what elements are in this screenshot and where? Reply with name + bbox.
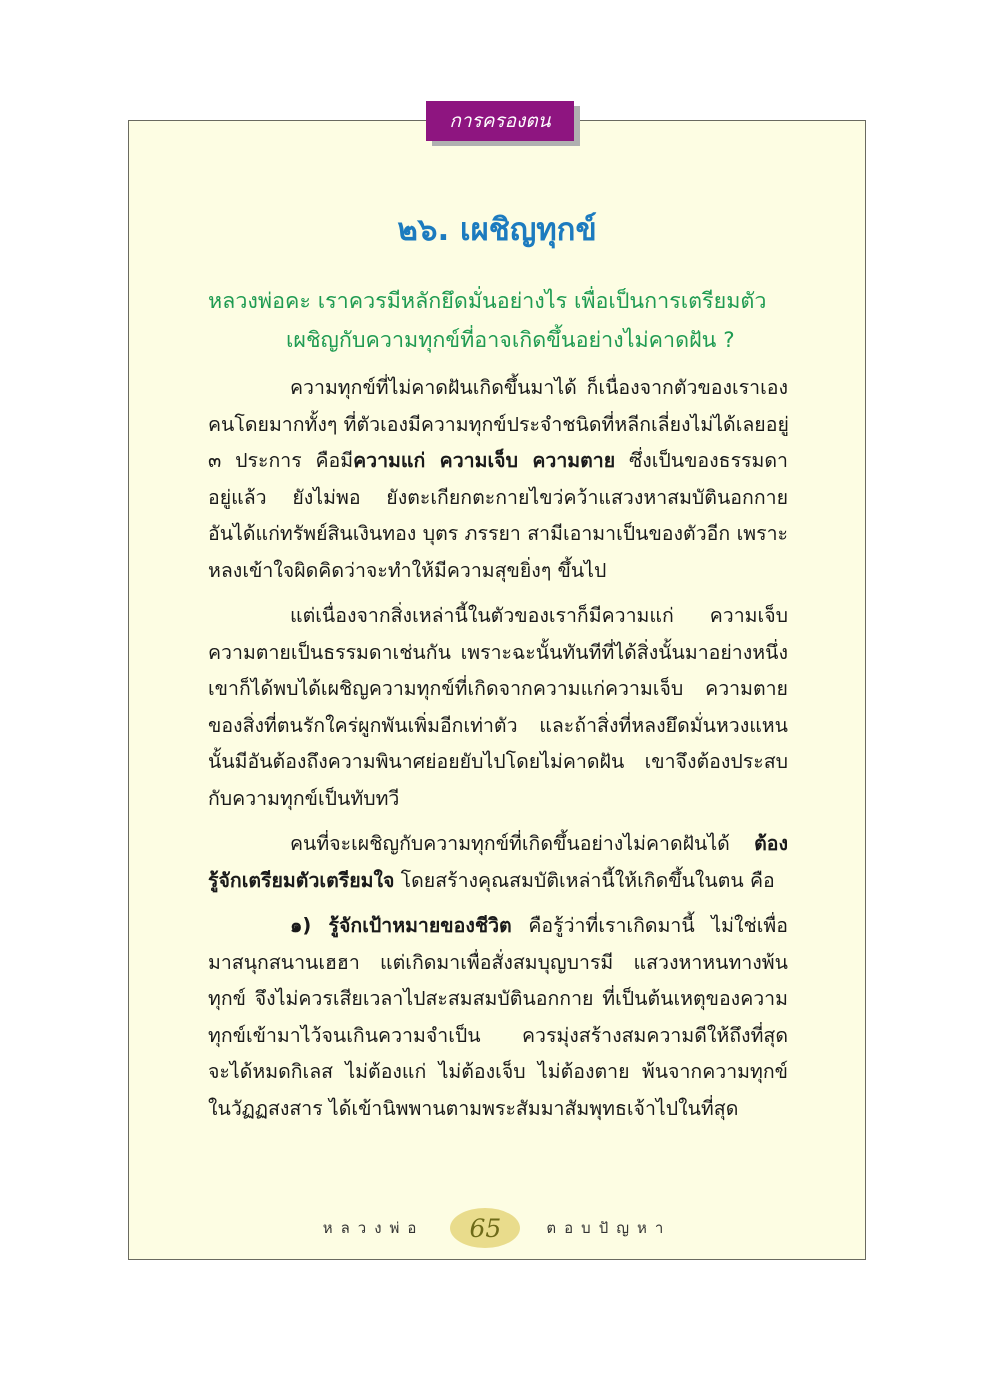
paragraph-line: คนโดยมากทั้งๆ ที่ตัวเองมีความทุกข์ประจำชนิดที่หลีกเลี่ยงไม่ได้เลยอยู่: [208, 412, 789, 436]
bold-text: ความแก่ ความเจ็บ ความตาย: [353, 449, 616, 472]
chapter-title: ๒๖. เผชิญทุกข์: [397, 212, 597, 248]
paragraph-3: [208, 826, 788, 899]
paragraph-line: มาสนุกสนานเฮฮา แต่เกิดมาเพื่อสั่งสมบุญบารมี แสวงหาหนทางพ้น: [208, 950, 788, 974]
bold-text: รู้จักเตรียมตัวเตรียมใจ: [208, 868, 395, 892]
page-number: 65: [450, 1208, 520, 1248]
paragraph-line: ในวัฏฏสงสาร ได้เข้านิพพานตามพระสัมมาสัมพุทธเจ้าไปในที่สุด: [208, 1096, 739, 1120]
paragraph-4: [208, 908, 788, 1127]
paragraph-1: [208, 370, 788, 589]
paragraph-line: อยู่แล้ว ยังไม่พอ ยังตะเกียกตะกายไขว่คว้าแสวงหาสมบัตินอกกาย: [208, 485, 788, 509]
paragraph-line: เขาก็ได้พบได้เผชิญความทุกข์ที่เกิดจากความแก่ความเจ็บ ความตาย: [208, 677, 788, 700]
paragraph-line: จะได้หมดกิเลส ไม่ต้องแก่ ไม่ต้องเจ็บ ไม่ต้องตาย พ้นจากความทุกข์: [208, 1060, 788, 1083]
paragraph-line: [208, 908, 788, 945]
bold-text: ต้อง: [754, 832, 788, 855]
text-run: คือรู้ว่าที่เราเกิดมานี้ ไม่ใช่เพื่อ: [511, 914, 788, 937]
text-run: ๓ ประการ คือมี: [208, 449, 354, 472]
question-line-2: เผชิญกับความทุกข์ที่อาจเกิดขึ้นอย่างไม่คาดฝัน ?: [286, 328, 735, 353]
paragraph-line: ทุกข์เข้ามาไว้จนเกินความจำเป็น ควรมุ่งสร้างสมความดีให้ถึงที่สุด: [208, 1023, 788, 1047]
question: [208, 282, 798, 360]
paragraph-line: [208, 443, 788, 480]
paragraph-line: แต่เนื่องจากสิ่งเหล่านี้ในตัวของเราก็มีความแก่ ความเจ็บ: [290, 604, 788, 627]
page-footer: [128, 1208, 866, 1248]
bold-text: ๑) รู้จักเป้าหมายของชีวิต: [290, 914, 512, 937]
section-tab: การครองตน: [426, 101, 574, 141]
paragraph-2: [208, 598, 788, 817]
paragraph-line: ของสิ่งที่ตนรักใคร่ผูกพันเพิ่มอีกเท่าตัว และถ้าสิ่งที่หลงยึดมั่นหวงแหน: [208, 713, 788, 737]
paragraph-line: กับความทุกข์เป็นทับทวี: [208, 786, 400, 810]
paragraph-line: ทุกข์ จึงไม่ควรเสียเวลาไปสะสมสมบัตินอกกาย ที่เป็นต้นเหตุของความ: [208, 987, 788, 1010]
paragraph-line: [208, 863, 788, 900]
paragraph-line: อันได้แก่ทรัพย์สินเงินทอง บุตร ภรรยา สามีเอามาเป็นของตัวอีก เพราะ: [208, 522, 788, 545]
footer-left-text: หลวงพ่อ: [322, 1219, 425, 1237]
text-run: คนที่จะเผชิญกับความทุกข์ที่เกิดขึ้นอย่างไม่คาดฝันได้: [290, 832, 755, 855]
paragraph-line: นั้นมีอันต้องถึงความพินาศย่อยยับไปโดยไม่คาดฝัน เขาจึงต้องประสบ: [208, 750, 788, 773]
answer-body: [208, 370, 788, 1136]
text-run: โดยสร้างคุณสมบัติเหล่านี้ให้เกิดขึ้นในตน คือ: [394, 868, 775, 892]
text-run: ซึ่งเป็นของธรรมดา: [615, 449, 788, 472]
paragraph-line: ความทุกข์ที่ไม่คาดฝันเกิดขึ้นมาได้ ก็เนื่องจากตัวของเราเอง: [290, 376, 788, 399]
question-line-1: หลวงพ่อคะ เราควรมีหลักยึดมั่นอย่างไร เพื่อเป็นการเตรียมตัว: [208, 289, 767, 314]
footer-right-text: ตอบปัญหา: [546, 1219, 672, 1237]
paragraph-line: หลงเข้าใจผิดคิดว่าจะทำให้มีความสุขยิ่งๆ ขึ้นไป: [208, 558, 607, 582]
paragraph-line: [208, 826, 788, 863]
paragraph-line: ความตายเป็นธรรมดาเช่นกัน เพราะฉะนั้นทันทีที่ได้สิ่งนั้นมาอย่างหนึ่ง: [208, 640, 788, 664]
